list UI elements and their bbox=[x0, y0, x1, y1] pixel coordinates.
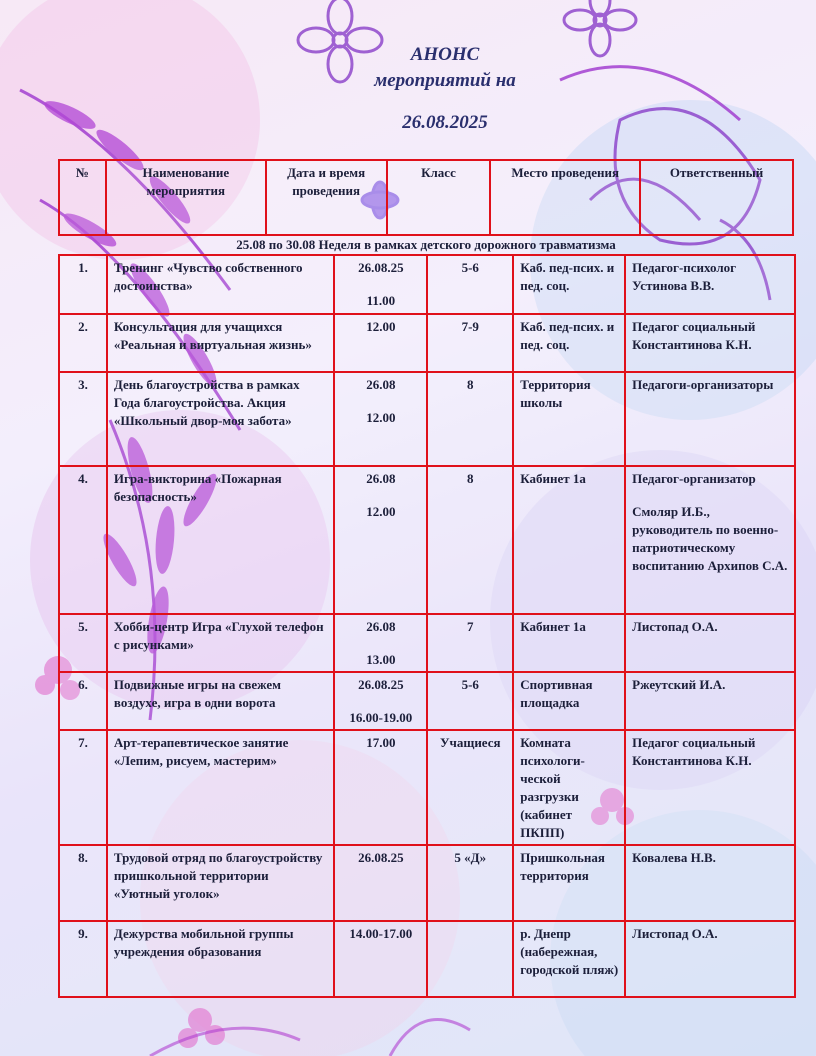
events-table bbox=[58, 254, 796, 998]
event-responsible: Педагог-психолог Устинова В.В. bbox=[625, 255, 795, 314]
event-date: 26.08.25 bbox=[358, 677, 404, 692]
table-row bbox=[59, 845, 795, 921]
event-class: 5 «Д» bbox=[427, 845, 513, 921]
col-responsible-header: Ответственный bbox=[640, 160, 793, 235]
table-row bbox=[59, 372, 795, 466]
event-date: 26.08.25 bbox=[358, 850, 404, 865]
event-datetime bbox=[334, 614, 427, 672]
event-time: 12.00 bbox=[366, 504, 396, 519]
event-responsible: Листопад О.А. bbox=[625, 921, 795, 997]
event-datetime bbox=[334, 921, 427, 997]
event-responsible bbox=[625, 466, 795, 614]
event-class: 7-9 bbox=[427, 314, 513, 372]
event-name: День благоустройства в рамках Года благоустройства. Акция «Школьный двор-моя забота» bbox=[107, 372, 335, 466]
event-place: Комната психологи-ческой разгрузки (кабинет ПКПП) bbox=[513, 730, 625, 845]
table-header-row bbox=[59, 160, 793, 235]
event-class bbox=[427, 921, 513, 997]
event-date: 17.00 bbox=[366, 735, 396, 750]
event-time: 16.00-19.00 bbox=[349, 710, 413, 725]
event-time: 11.00 bbox=[366, 293, 396, 308]
event-name: Хобби-центр Игра «Глухой телефон с рисунками» bbox=[107, 614, 335, 672]
event-class: 8 bbox=[427, 372, 513, 466]
event-class: 7 bbox=[427, 614, 513, 672]
event-name: Арт-терапевтическое занятие «Лепим, рисуем, мастерим» bbox=[107, 730, 335, 845]
week-title: 25.08 по 30.08 Неделя в рамках детского дорожного травматизма bbox=[236, 237, 616, 252]
title-announce: АНОНС bbox=[410, 44, 480, 65]
event-class: Учащиеся bbox=[427, 730, 513, 845]
responsible-people: Смоляр И.Б., руководитель по военно-патриотическому воспитанию Архипов С.А. bbox=[632, 504, 788, 573]
table-row bbox=[59, 255, 795, 314]
event-datetime bbox=[334, 730, 427, 845]
event-datetime bbox=[334, 314, 427, 372]
event-datetime bbox=[334, 466, 427, 614]
event-date: 26.08 bbox=[366, 619, 396, 634]
responsible-role: Педагог-организатор bbox=[632, 471, 756, 486]
row-number: 2. bbox=[59, 314, 107, 372]
event-date: 26.08.25 bbox=[358, 260, 404, 275]
event-name: Дежурства мобильной группы учреждения образования bbox=[107, 921, 335, 997]
event-date: 26.08 bbox=[366, 377, 396, 392]
event-date: 26.08 bbox=[366, 471, 396, 486]
table-row bbox=[59, 672, 795, 730]
table-row bbox=[59, 314, 795, 372]
event-responsible: Листопад О.А. bbox=[625, 614, 795, 672]
event-datetime bbox=[334, 845, 427, 921]
event-place: р. Днепр (набережная, городской пляж) bbox=[513, 921, 625, 997]
row-number: 3. bbox=[59, 372, 107, 466]
title-date: 26.08.2025 bbox=[402, 112, 488, 133]
event-responsible: Педагог социальный Константинова К.Н. bbox=[625, 314, 795, 372]
event-name: Трудовой отряд по благоустройству пришкольной территории «Уютный уголок» bbox=[107, 845, 335, 921]
event-name: Тренинг «Чувство собственного достоинства» bbox=[107, 255, 335, 314]
event-responsible: Педагог социальный Константинова К.Н. bbox=[625, 730, 795, 845]
col-place-header: Место проведения bbox=[490, 160, 640, 235]
table-row bbox=[59, 921, 795, 997]
event-place: Каб. пед-псих. и пед. соц. bbox=[513, 255, 625, 314]
row-number: 1. bbox=[59, 255, 107, 314]
event-place: Спортивная площадка bbox=[513, 672, 625, 730]
event-name: Консультация для учащихся «Реальная и виртуальная жизнь» bbox=[107, 314, 335, 372]
event-datetime bbox=[334, 255, 427, 314]
event-place: Каб. пед-псих. и пед. соц. bbox=[513, 314, 625, 372]
row-number: 6. bbox=[59, 672, 107, 730]
table-row bbox=[59, 466, 795, 614]
header-table bbox=[58, 159, 794, 236]
event-datetime bbox=[334, 372, 427, 466]
event-name: Игра-викторина «Пожарная безопасность» bbox=[107, 466, 335, 614]
event-time: 12.00 bbox=[366, 410, 396, 425]
event-date: 12.00 bbox=[366, 319, 396, 334]
event-class: 8 bbox=[427, 466, 513, 614]
table-row bbox=[59, 614, 795, 672]
event-class: 5-6 bbox=[427, 672, 513, 730]
row-number: 5. bbox=[59, 614, 107, 672]
row-number: 8. bbox=[59, 845, 107, 921]
event-date: 14.00-17.00 bbox=[349, 926, 413, 941]
event-datetime bbox=[334, 672, 427, 730]
event-class: 5-6 bbox=[427, 255, 513, 314]
row-number: 7. bbox=[59, 730, 107, 845]
col-class-header: Класс bbox=[387, 160, 491, 235]
event-place: Кабинет 1а bbox=[513, 614, 625, 672]
event-responsible: Ковалева Н.В. bbox=[625, 845, 795, 921]
col-name-header: Наименование мероприятия bbox=[106, 160, 266, 235]
event-place: Кабинет 1а bbox=[513, 466, 625, 614]
title-subtitle: мероприятий на bbox=[374, 70, 516, 91]
event-place: Территория школы bbox=[513, 372, 625, 466]
col-num-header: № bbox=[59, 160, 106, 235]
col-datetime-header: Дата и время проведения bbox=[266, 160, 387, 235]
table-row bbox=[59, 730, 795, 845]
event-responsible: Ржеутский И.А. bbox=[625, 672, 795, 730]
event-place: Пришкольная территория bbox=[513, 845, 625, 921]
event-time: 13.00 bbox=[366, 652, 396, 667]
event-name: Подвижные игры на свежем воздухе, игра в одни ворота bbox=[107, 672, 335, 730]
row-number: 9. bbox=[59, 921, 107, 997]
event-responsible: Педагоги-организаторы bbox=[625, 372, 795, 466]
row-number: 4. bbox=[59, 466, 107, 614]
